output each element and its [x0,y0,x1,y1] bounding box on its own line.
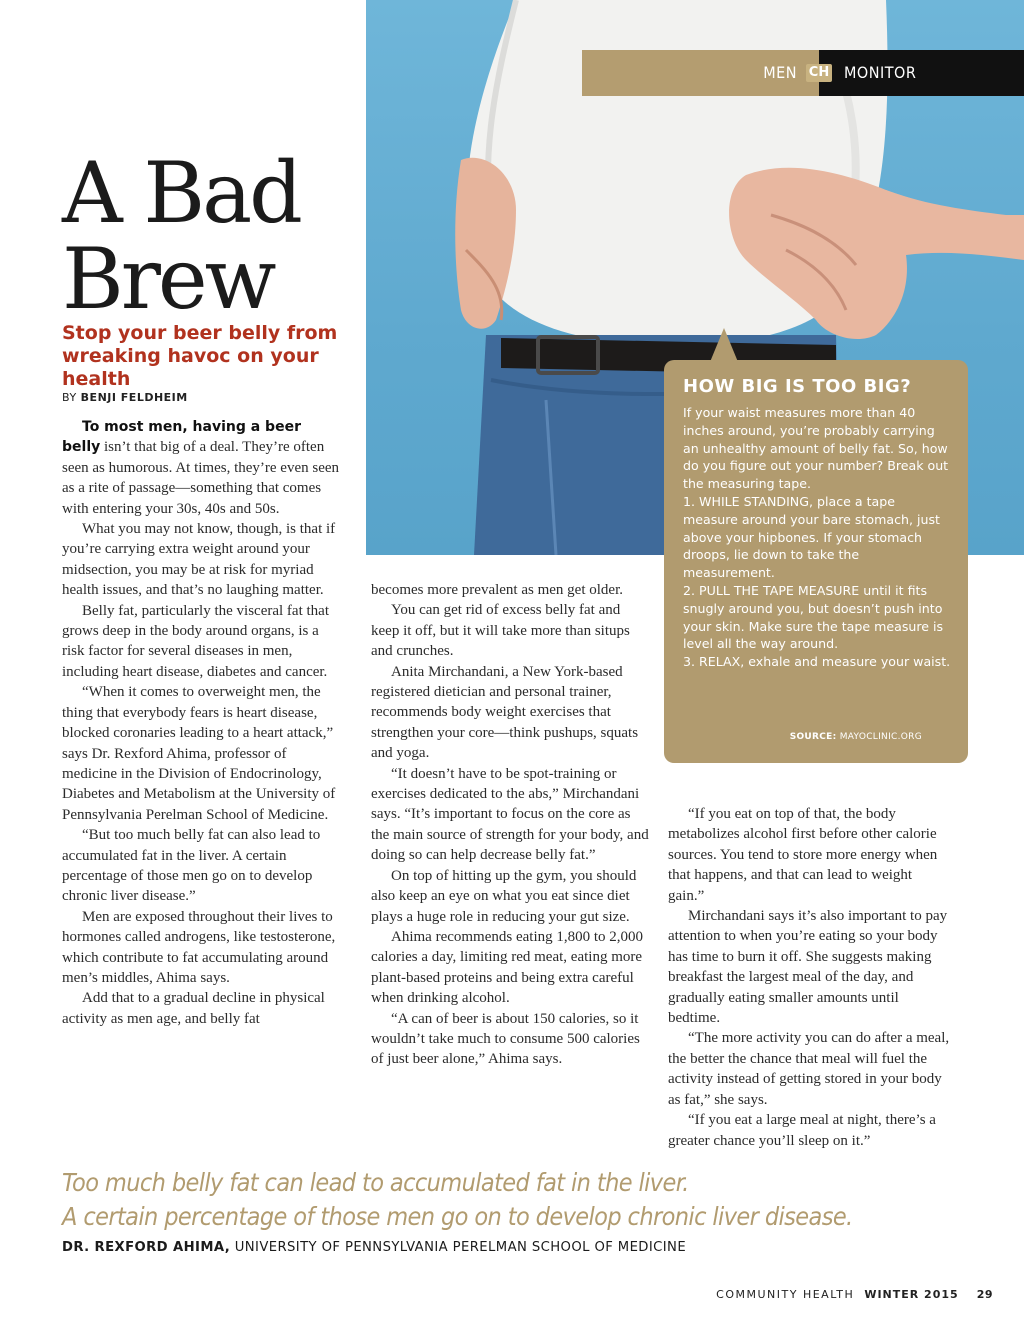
body-column-2 [371,580,651,1070]
pull-quote-line-1: Too much belly fat can lead to accumulated fat in the liver. [62,1168,689,1197]
paragraph: “If you eat a large meal at night, there’s a greater chance you’ll sleep on it.” [668,1112,936,1149]
source-label: SOURCE: [789,732,837,742]
page-footer [716,1288,993,1301]
step-body: exhale and measure your waist. [744,654,951,670]
ch-logo-badge: CH [806,64,832,82]
paragraph: Add that to a gradual decline in physical activity as men age, and belly fat [62,990,325,1027]
title-line-2: Brew [62,230,274,328]
title-line-1: A Bad [62,144,300,242]
paragraph: Ahima recommends eating 1,800 to 2,000 calories a day, limiting red meat, eating more plant-based proteins and being extra careful when drinking alcohol. [371,928,644,1007]
sidebar-text [683,404,953,671]
paragraph [62,417,342,519]
paragraph: “A can of beer is about 150 calories, so it wouldn’t take much to consume 500 calories of just beer alone,” Ahima says. [371,1010,640,1068]
paragraph: “The more activity you can do after a meal, the better the chance that meal will fuel the activity instead of getting stored in your body as fat,” she says. [668,1030,950,1108]
section-tag [582,50,1024,96]
paragraph: “It doesn’t have to be spot-training or exercises dedicated to the abs,” Mirchandani says. “It’s important to focus on the core as the main source of strength for your body, and doing so can help decrease belly fat.” [371,765,649,864]
sidebar-title: HOW BIG IS TOO BIG? [683,376,912,397]
footer-publication: COMMUNITY HEALTH [716,1288,855,1301]
footer-issue: WINTER 2015 [864,1288,959,1301]
sidebar-step-1 [683,493,953,582]
paragraph: Mirchandani says it’s also important to pay attention to when you’re eating so your body has time to burn it off. She suggests making breakfast the largest meal of the day, and gradually eating smaller amounts until bedtime. [668,908,948,1027]
pull-quote-line-2: A certain percentage of those men go on to develop chronic liver disease. [62,1202,853,1231]
paragraph: You can get rid of excess belly fat and keep it off, but it will take more than situps and crunches. [371,602,630,660]
sidebar-step-2 [683,582,953,653]
step-heading: 3. RELAX, [683,654,745,670]
step-body: place a tape measure around your bare stomach, just above your hipbones. If your stomach droops, lie down to take the measurement. [683,493,940,581]
lead-in: To most men, having a beer belly [62,419,301,456]
sidebar-box [664,360,968,763]
paragraph: Anita Mirchandani, a New York-based registered dietician and personal trainer, recommends body weight exercises that strengthen your core—think pushups, squats and yoga. [371,663,639,762]
paragraph: What you may not know, though, is that if you’re carrying extra weight around your midsection, you may be at risk for myriad health issues, and that’s no laughing matter. [62,521,336,599]
byline [62,391,188,404]
paragraph: becomes more prevalent as men get older. [371,582,623,598]
attribution-name: DR. REXFORD AHIMA, [62,1240,231,1255]
attribution-org: UNIVERSITY OF PENNSYLVANIA PERELMAN SCHOOL OF MEDICINE [230,1240,687,1255]
section-tag-gold [582,50,830,96]
paragraph-text: isn’t that big of a deal. They’re often seen as humorous. At times, they’re even seen as a rite of passage—something that comes with entering your 30s, 40s and 50s. [62,439,340,517]
pull-quote-attribution [62,1240,686,1255]
pull-quote [62,1166,962,1234]
body-column-1 [62,417,342,1029]
paragraph: “But too much belly fat can also lead to accumulated fat in the liver. A certain percentage of those men go on to develop chronic liver disease.” [62,827,321,905]
sidebar-pointer [710,328,738,362]
article-title [62,144,362,328]
step-heading: 2. PULL THE TAPE MEASURE [683,582,860,598]
sidebar-intro: If your waist measures more than 40 inches around, you’re probably carrying an unhealthy amount of belly fat. So, how do you figure out your number? Break out the measuring tape. [683,405,949,492]
byline-prefix: BY [62,391,77,404]
page-number: 29 [976,1288,993,1301]
paragraph: “When it comes to overweight men, the thing that everybody fears is heart disease, blocked coronaries leading to a heart attack,” says Dr. Rexford Ahima, professor of medicine in the Division of Endocrinology, Diabetes and Metabolism at the University of Pennsylvania Perelman School of Medicine. [62,684,336,823]
step-body: until it fits snugly around you, but doesn’t push into your skin. Make sure the tape measure is level all the way around. [683,582,944,652]
section-tag-monitor: MONITOR [844,63,917,82]
sidebar-source [790,732,922,742]
body-column-3 [668,804,951,1151]
paragraph: Men are exposed throughout their lives to hormones called androgens, like testosterone, which contribute to fat accumulating around men’s middles, Ahima says. [62,908,336,986]
section-tag-men: MEN [763,63,797,82]
step-heading: 1. WHILE STANDING, [683,493,813,509]
source-value: MAYOCLINIC.ORG [839,732,922,742]
sidebar-step-3 [683,653,953,671]
article-subtitle: Stop your beer belly from wreaking havoc on your health [62,322,338,390]
paragraph: “If you eat on top of that, the body metabolizes alcohol first before other calorie sources. You tend to store more energy when that happens, and that can lead to weight gain.” [668,806,938,904]
paragraph: Belly fat, particularly the visceral fat that grows deep in the body around organs, is a risk factor for several diseases in men, including heart disease, diabetes and cancer. [62,602,329,680]
byline-author: BENJI FELDHEIM [80,391,188,404]
paragraph: On top of hitting up the gym, you should also keep an eye on what you eat since diet plays a huge role in reducing your gut size. [371,867,637,925]
